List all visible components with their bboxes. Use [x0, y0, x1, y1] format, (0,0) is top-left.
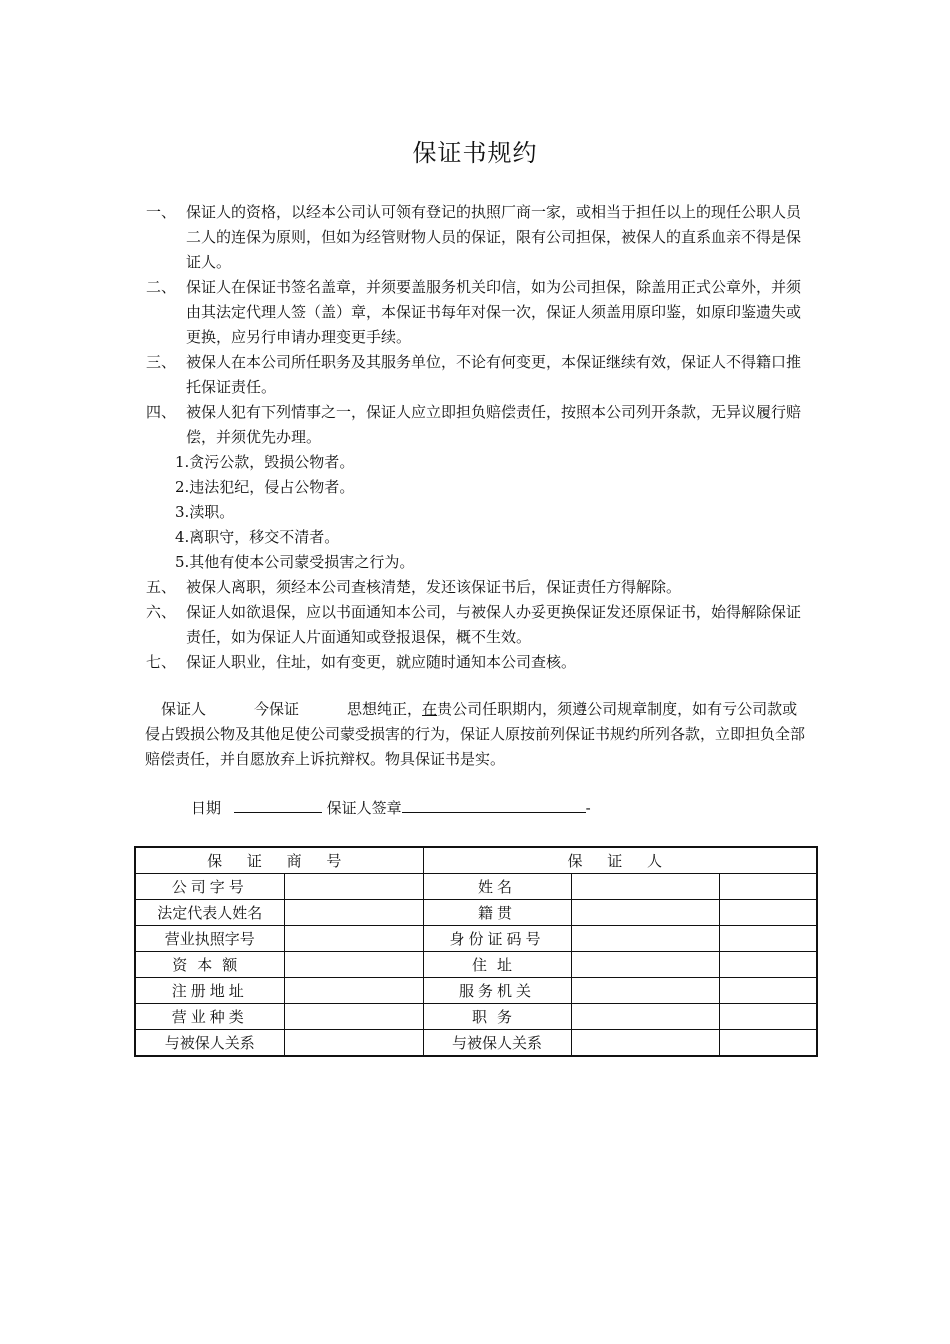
label-registered-address: 注册地址	[135, 978, 284, 1004]
clause-text: 保证人职业，住址，如有变更，就应随时通知本公司查核。	[186, 653, 577, 671]
value-cell[interactable]	[284, 874, 423, 900]
label-capital: 资本额	[135, 952, 284, 978]
value-cell[interactable]	[284, 1004, 423, 1030]
signature-trail: -	[585, 799, 591, 817]
value-cell[interactable]	[284, 978, 423, 1004]
clause-number: 七、	[146, 653, 177, 671]
value-cell[interactable]	[719, 952, 817, 978]
clause-text: 被保人离职，须经本公司查核清楚，发还该保证书后，保证责任方得解除。	[186, 578, 682, 596]
clause-text: 保证人如欲退保，应以书面通知本公司，与被保人办妥更换保证发还原保证书，始得解除保证责任，如为保证人片面通知或登报退保，概不生效。	[186, 603, 802, 646]
value-cell[interactable]	[719, 900, 817, 926]
value-cell[interactable]	[571, 1004, 719, 1030]
value-cell[interactable]	[284, 926, 423, 952]
date-field[interactable]	[234, 798, 322, 813]
label-legal-rep: 法定代表人姓名	[135, 900, 284, 926]
sub-item: 3.渎职。	[175, 503, 235, 521]
guarantee-statement	[145, 697, 811, 772]
table-row	[135, 1004, 817, 1030]
value-cell[interactable]	[284, 952, 423, 978]
sub-item: 1.贪污公款，毁损公物者。	[175, 453, 355, 471]
value-cell[interactable]	[719, 874, 817, 900]
clause-item	[146, 200, 812, 275]
value-cell[interactable]	[284, 1030, 423, 1057]
label-relationship: 与被保人关系	[135, 1030, 284, 1057]
value-cell[interactable]	[571, 900, 719, 926]
table-row	[135, 926, 817, 952]
label-native-place: 籍贯	[423, 900, 571, 926]
statement-guarantor: 保证人	[161, 700, 207, 718]
value-cell[interactable]	[571, 926, 719, 952]
table-header-row	[135, 847, 817, 874]
clause-item	[146, 400, 812, 450]
label-name: 姓名	[423, 874, 571, 900]
value-cell[interactable]	[719, 1030, 817, 1057]
clause-number: 四、	[146, 403, 177, 421]
statement-underlined: 在	[422, 700, 438, 718]
value-cell[interactable]	[571, 874, 719, 900]
statement-character: 思想纯正，	[347, 700, 423, 718]
label-position: 职务	[423, 1004, 571, 1030]
value-cell[interactable]	[571, 952, 719, 978]
statement-body: 贵公司任职期内，须遵公司规章制度，如有亏公司款或侵占毁损公物及其他足使公司蒙受损害的行为，保证人原按前列保证书规约所列各款，立即担负全部赔偿责任，并自愿放弃上诉抗辩权。物具保证书是实。	[145, 700, 806, 768]
clause-item	[146, 650, 812, 675]
signature-line	[191, 797, 591, 818]
clause-item	[146, 600, 812, 650]
label-company-name: 公司字号	[135, 874, 284, 900]
sub-item: 2.违法犯纪，侵占公物者。	[175, 478, 355, 496]
clause-number: 一、	[146, 203, 177, 221]
sub-item: 5.其他有使本公司蒙受损害之行为。	[175, 553, 415, 571]
clause-text: 保证人在保证书签名盖章，并须要盖服务机关印信，如为公司担保，除盖用正式公章外，并须由其法定代理人签（盖）章，本保证书每年对保一次，保证人须盖用原印鉴，如原印鉴遗失或更换，应另行申请办理变更手续。	[186, 278, 802, 346]
clause-text: 被保人在本公司所任职务及其服务单位，不论有何变更，本保证继续有效，保证人不得籍口推托保证责任。	[186, 353, 802, 396]
table-row	[135, 952, 817, 978]
clause-item	[146, 575, 812, 600]
date-label: 日期	[191, 799, 222, 817]
sub-item: 4.离职守，移交不清者。	[175, 528, 340, 546]
value-cell[interactable]	[719, 978, 817, 1004]
clause-text: 保证人的资格，以经本公司认可领有登记的执照厂商一家，或相当于担任以上的现任公职人员二人的连保为原则，但如为经管财物人员的保证，限有公司担保，被保人的直系血亲不得是保证人。	[186, 203, 802, 271]
statement-guarantee: 今保证	[254, 700, 300, 718]
clause-text: 被保人犯有下列情事之一，保证人应立即担负赔偿责任，按照本公司列开条款，无异议履行赔偿，并须优先办理。	[186, 403, 802, 446]
value-cell[interactable]	[571, 978, 719, 1004]
label-address: 住址	[423, 952, 571, 978]
sign-label: 保证人签章	[326, 799, 402, 817]
value-cell[interactable]	[719, 1004, 817, 1030]
label-service-agency: 服务机关	[423, 978, 571, 1004]
table-row	[135, 978, 817, 1004]
guarantee-info-table	[134, 846, 818, 1057]
label-id-number: 身份证码号	[423, 926, 571, 952]
value-cell[interactable]	[284, 900, 423, 926]
label-relationship: 与被保人关系	[423, 1030, 571, 1057]
table-row	[135, 900, 817, 926]
label-business-license: 营业执照字号	[135, 926, 284, 952]
table-row	[135, 874, 817, 900]
clause-list	[146, 200, 812, 675]
table-row	[135, 1030, 817, 1057]
clause-number: 三、	[146, 353, 177, 371]
document-title: 保证书规约	[412, 139, 538, 167]
signature-field[interactable]	[402, 798, 586, 813]
header-guarantor-person: 保 证 人	[423, 847, 817, 874]
value-cell[interactable]	[571, 1030, 719, 1057]
clause-number: 五、	[146, 578, 177, 596]
value-cell[interactable]	[719, 926, 817, 952]
clause-number: 六、	[146, 603, 177, 621]
clause-item	[146, 350, 812, 400]
header-guarantor-company: 保 证 商 号	[135, 847, 423, 874]
clause-number: 二、	[146, 278, 177, 296]
label-business-type: 营业种类	[135, 1004, 284, 1030]
clause-item	[146, 275, 812, 350]
